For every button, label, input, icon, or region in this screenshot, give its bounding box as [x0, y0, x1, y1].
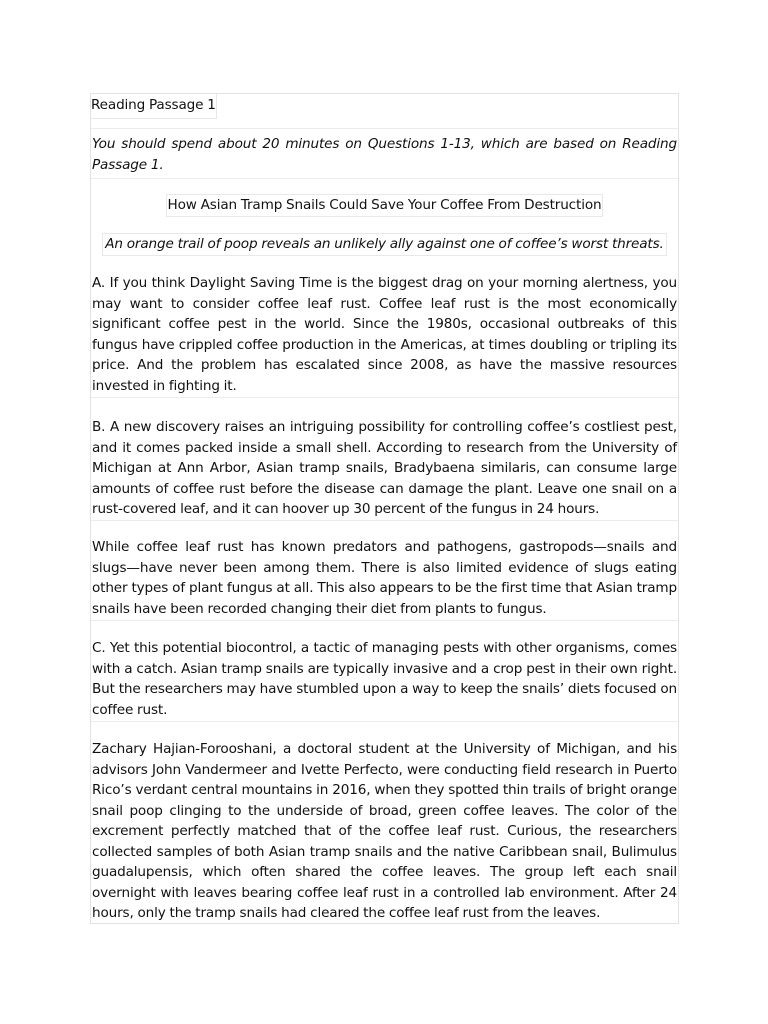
paragraph-a-row — [91, 273, 678, 398]
paragraph-b-continued: While coffee leaf rust has known predators and pathogens, gastropods—snails and slugs—have never been among them. There is also limited evidence of slugs eating other types of plant fungus at all. This also appears to be the first time that Asian tramp snails have been recorded changing their diet from plants to fungus. — [92, 539, 677, 617]
article-subtitle: An orange trail of poop reveals an unlikely ally against one of coffee’s worst threats. — [102, 233, 666, 256]
instructions-row — [91, 134, 678, 179]
paragraph-b-row — [91, 417, 678, 521]
paragraph-b2-row — [91, 537, 678, 621]
paragraph-b: B. A new discovery raises an intriguing possibility for controlling coffee’s costliest pest, and it comes packed inside a small shell. According to research from the University of Michigan at Ann Arbor, Asian tramp snails, Bradybaena similaris, can consume large amounts of coffee rust before the disease can damage the plant. Leave one snail on a rust-covered leaf, and it can hoover up 30 percent of the fungus in 24 hours. — [92, 419, 677, 517]
passage-label-row — [91, 94, 678, 129]
article-title: How Asian Tramp Snails Could Save Your Coffee From Destruction — [166, 194, 604, 217]
subtitle-row — [91, 233, 678, 257]
paragraph-c-continued: Zachary Hajian-Forooshani, a doctoral student at the University of Michigan, and his advisors John Vandermeer and Ivette Perfecto, were conducting field research in Puerto Rico’s verdant central mountains in 2016, when they spotted thin trails of bright orange snail poop clinging to the underside of broad, green coffee leaves. The color of the excrement perfectly matched that of the coffee leaf rust. Curious, the researchers collected samples of both Asian tramp snails and the native Caribbean snail, Bulimulus guadalupensis, which often shared the coffee leaves. The group left each snail overnight with leaves bearing coffee leaf rust in a controlled lab environment. After 24 hours, only the tramp snails had cleared the coffee leaf rust from the leaves. — [92, 741, 677, 921]
paragraph-a: A. If you think Daylight Saving Time is the biggest drag on your morning alertness, you may want to consider coffee leaf rust. Coffee leaf rust is the most economically significant coffee pest in the world. Since the 1980s, occasional outbreaks of this fungus have crippled coffee production in the Americas, at times doubling or tripling its price. And the problem has escalated since 2008, as have the massive resources invested in fighting it. — [92, 275, 677, 394]
paragraph-c-row — [91, 638, 678, 722]
passage-label: Reading Passage 1 — [91, 94, 217, 119]
title-row — [91, 194, 678, 218]
reading-passage-page — [90, 93, 679, 924]
paragraph-c2-row — [91, 739, 678, 925]
instructions-text: You should spend about 20 minutes on Questions 1-13, which are based on Reading Passage 1. — [92, 136, 677, 173]
paragraph-c: C. Yet this potential biocontrol, a tactic of managing pests with other organisms, comes with a catch. Asian tramp snails are typically invasive and a crop pest in their own right. But the researchers may have stumbled upon a way to keep the snails’ diets focused on coffee rust. — [92, 640, 677, 718]
